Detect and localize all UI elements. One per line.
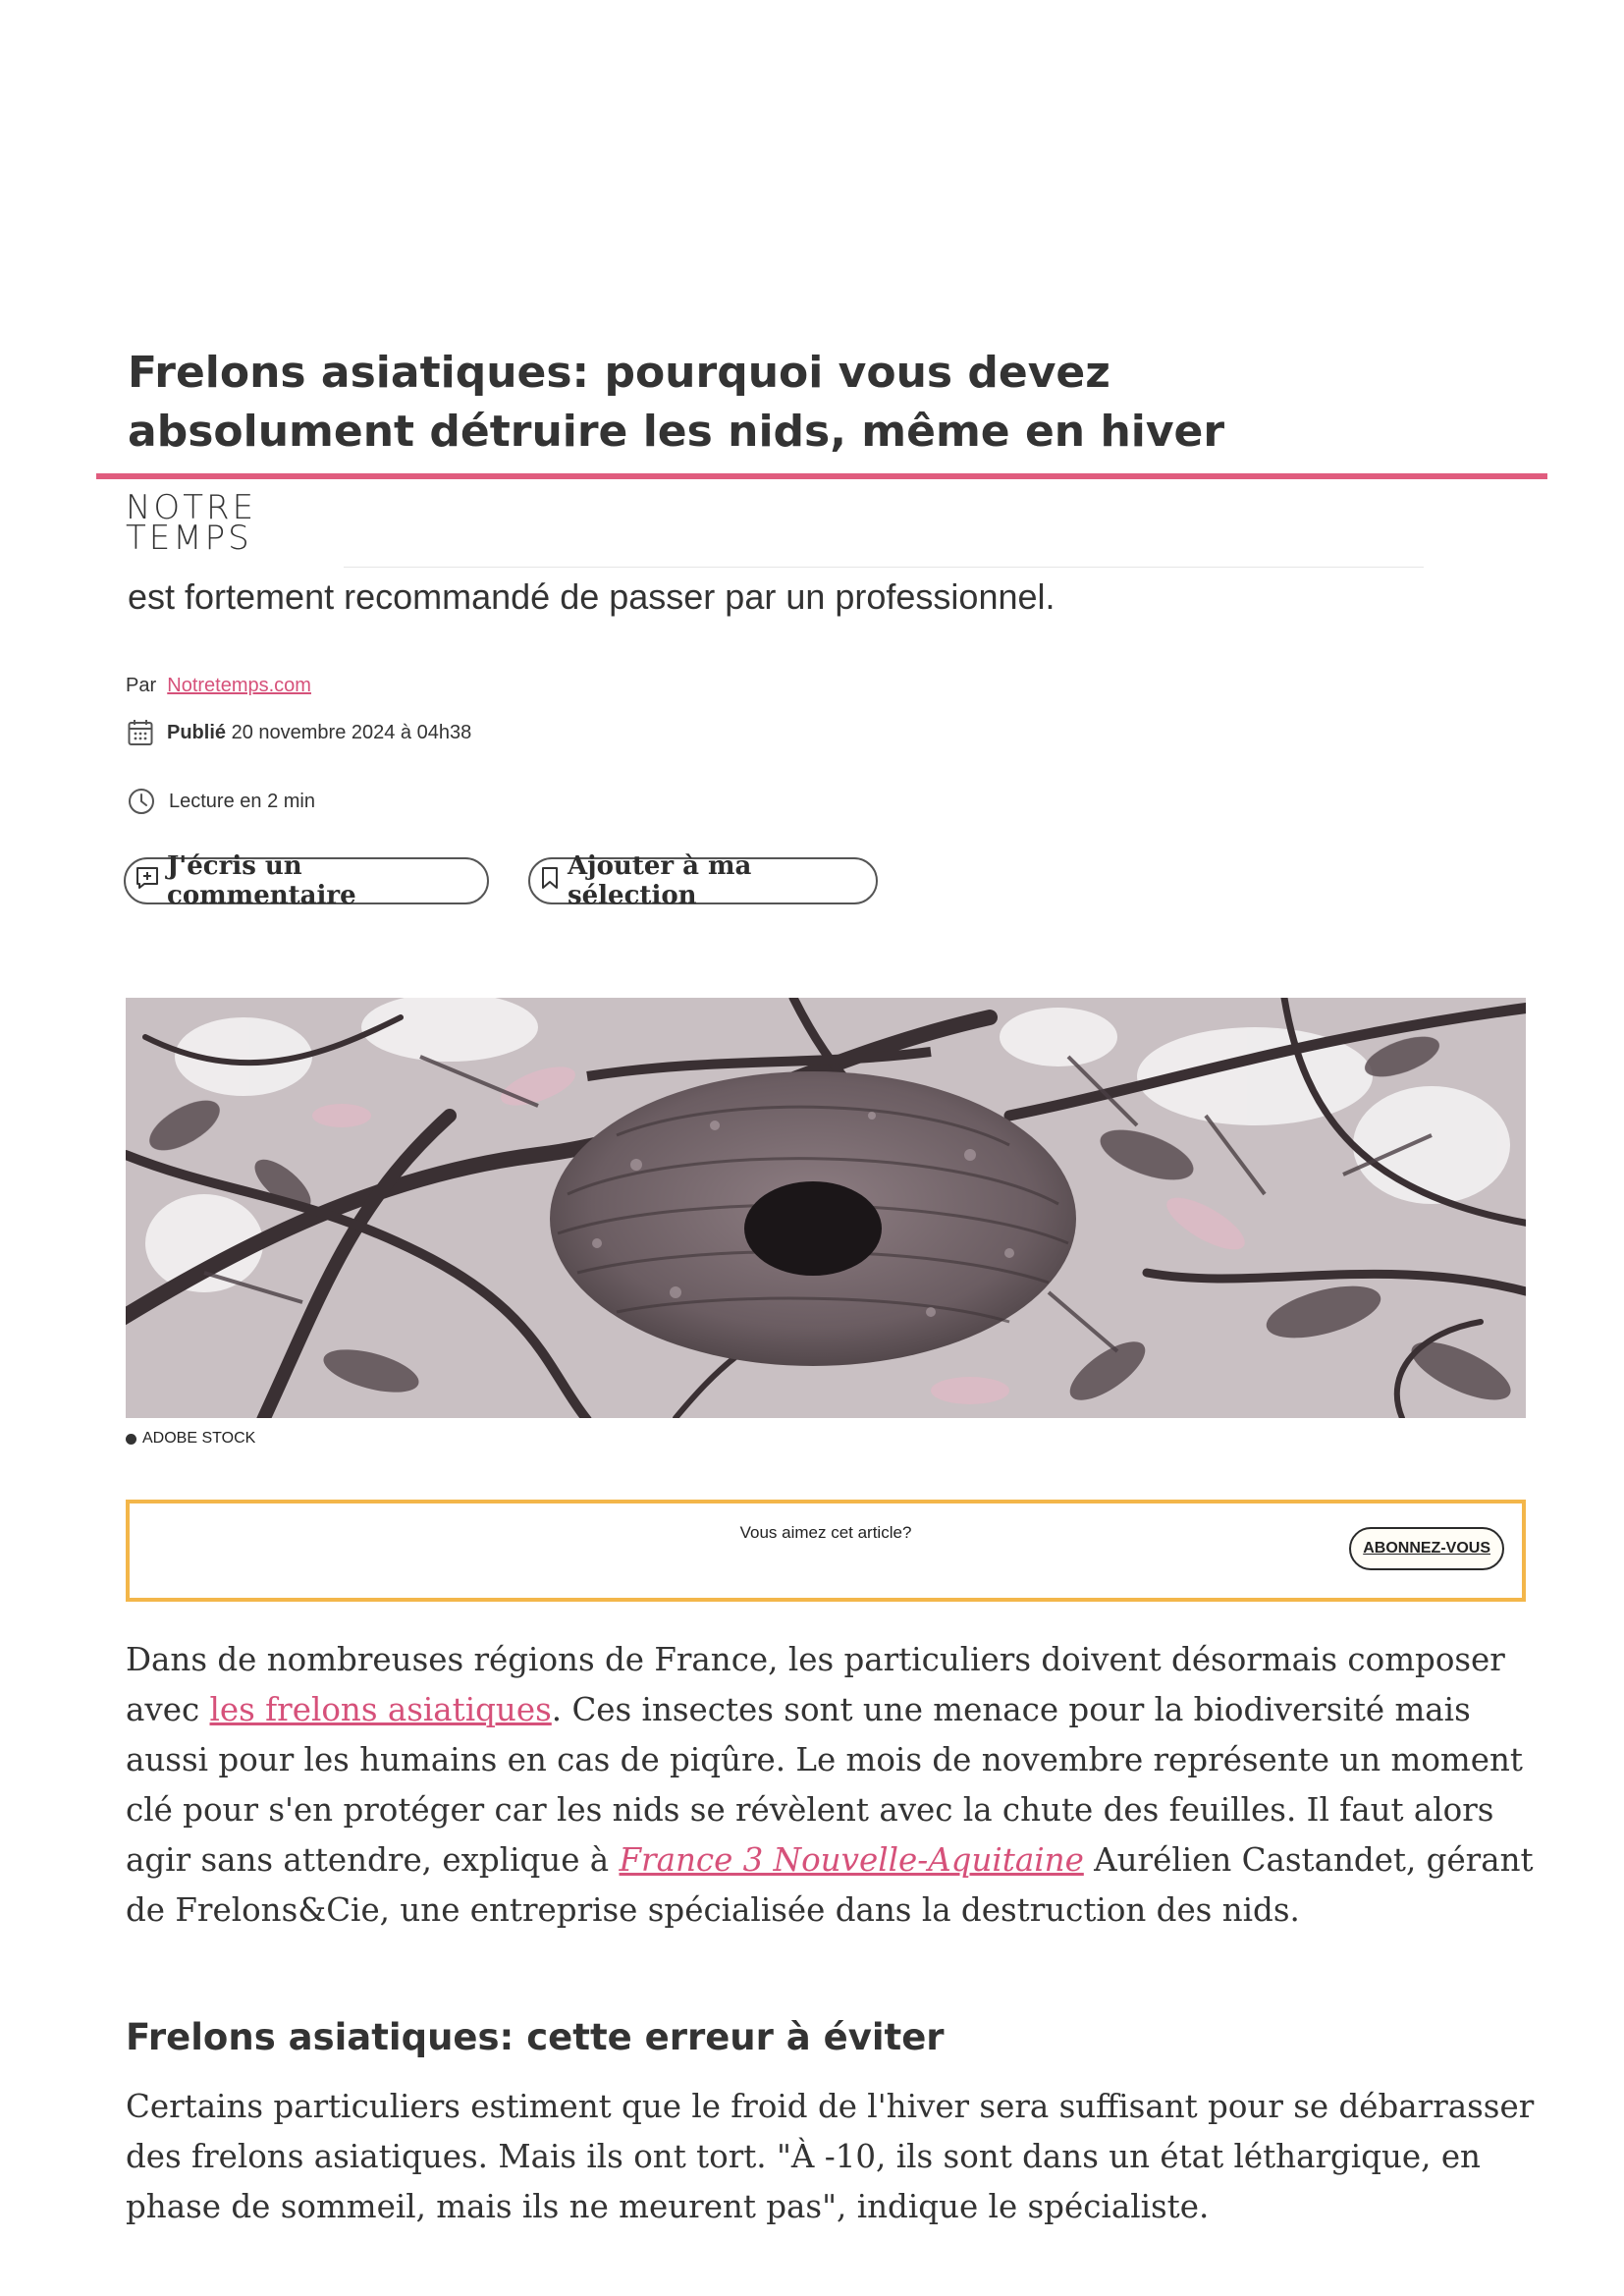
published-row <box>128 719 471 746</box>
logo-line-1: NOTRE <box>126 488 257 527</box>
write-comment-button[interactable] <box>124 851 489 910</box>
bookmark-icon <box>540 866 560 897</box>
subscribe-prompt: Vous aimez cet article? <box>739 1523 912 1542</box>
subscribe-button[interactable]: ABONNEZ-VOUS <box>1349 1527 1504 1570</box>
article-headline: Frelons asiatiques: pourquoi vous devez absolument détruire les nids, même en hiver <box>128 348 1225 457</box>
calendar-icon <box>128 719 153 746</box>
published-label: Publié <box>167 721 227 743</box>
image-credit <box>126 1430 255 1448</box>
logo-line-2: TEMPS <box>126 519 252 558</box>
france3-link[interactable]: France 3 Nouvelle-Aquitaine <box>619 1841 1084 1879</box>
byline <box>126 672 311 699</box>
subscribe-banner <box>126 1500 1526 1602</box>
accent-divider <box>96 473 1547 479</box>
byline-prefix: Par <box>126 675 157 696</box>
add-comment-icon <box>135 866 159 897</box>
article-standfirst: est fortement recommandé de passer par un professionnel. <box>128 576 1056 617</box>
notre-temps-logo[interactable] <box>126 488 257 558</box>
write-comment-label: J'écris un commentaire <box>167 851 356 910</box>
section-heading: Frelons asiatiques: cette erreur à éviter <box>126 2016 945 2058</box>
clock-icon <box>128 788 155 815</box>
asian-hornets-link[interactable]: les frelons asiatiques <box>209 1691 552 1728</box>
body-paragraph-1 <box>126 1635 1540 1936</box>
add-to-selection-label: Ajouter à ma sélection <box>568 851 752 910</box>
body-paragraph-2: Certains particuliers estiment que le froid de l'hiver sera suffisant pour se débarrasser des frelons asiatiques. Mais ils ont tort. "À -10, ils sont dans un état léthargique, en phase de sommeil, mais ils ne meurent pas", indique le spécialiste. <box>126 2088 1535 2225</box>
published-date: 20 novembre 2024 à 04h38 <box>231 721 472 743</box>
para-1-text-c: Aurélien Castandet, gérant de Frelons&Cie, une entreprise spécialisée dans la destruction des nids. <box>126 1841 1534 1929</box>
reading-time: Lecture en 2 min <box>169 790 315 812</box>
para-1-text-b: . Ces insectes sont une menace pour la biodiversité mais aussi pour les humains en cas de piqûre. Le mois de novembre représente un moment clé pour s'en protéger car les nids se révèlent avec la chute des feuilles. Il faut alors agir sans attendre, explique à <box>126 1691 1523 1879</box>
add-to-selection-button[interactable] <box>528 851 878 910</box>
reading-time-row <box>128 788 315 815</box>
hornet-nest-photo <box>126 998 1526 1418</box>
header-divider <box>344 567 1424 568</box>
copyright-icon <box>126 1434 136 1445</box>
image-credit-text: ADOBE STOCK <box>142 1430 256 1447</box>
author-link[interactable]: Notretemps.com <box>167 675 311 696</box>
para-1-text-a: Dans de nombreuses régions de France, les particuliers doivent désormais composer avec <box>126 1641 1505 1728</box>
